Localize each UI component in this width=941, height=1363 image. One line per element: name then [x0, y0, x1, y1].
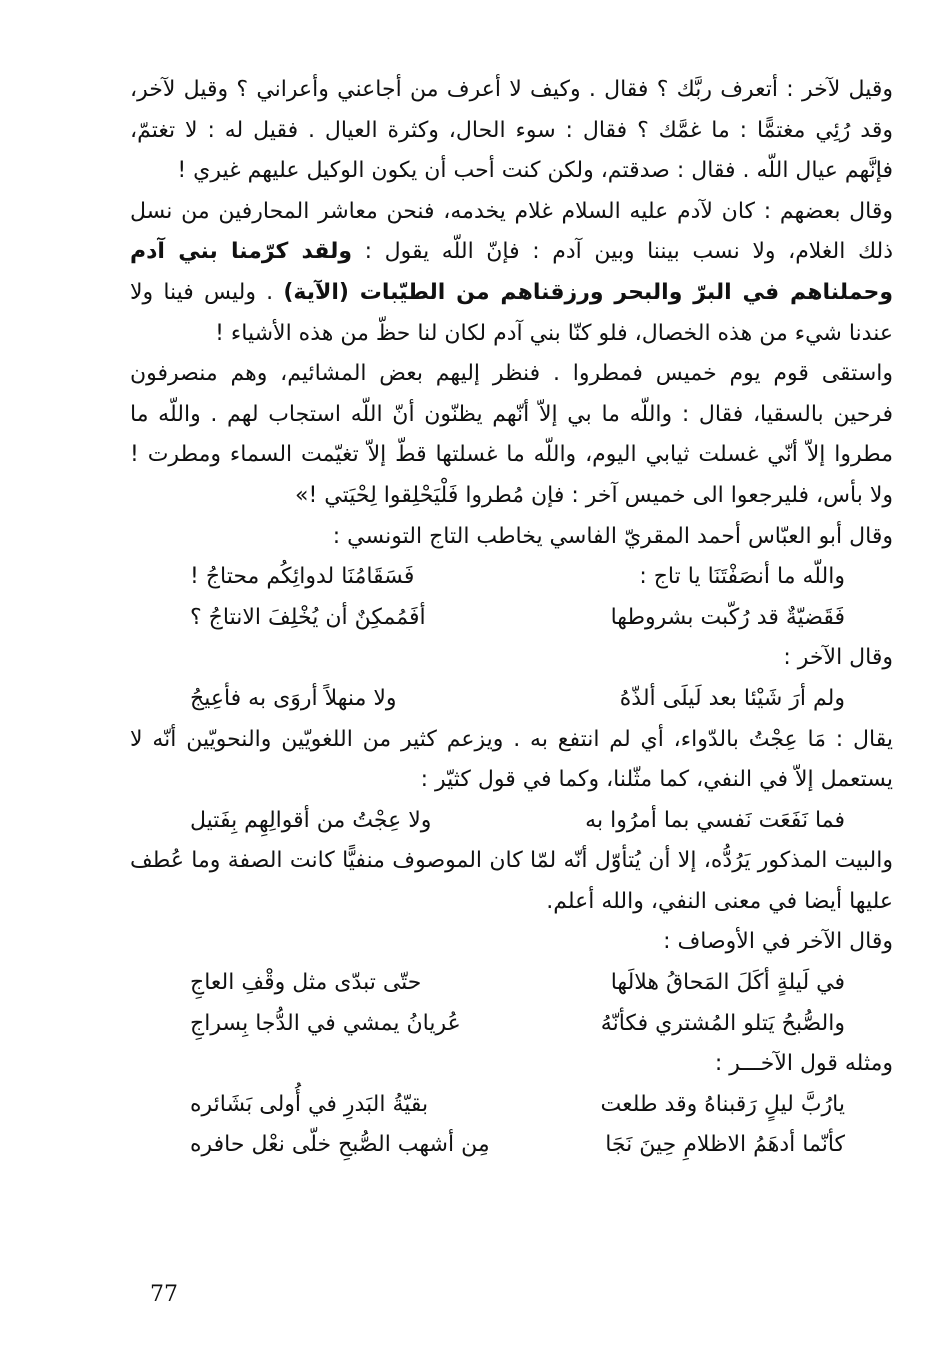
- verse-hemistich-first: كأنّما أدهَمُ الاظلامِ حِينَ نَجَا: [605, 1132, 845, 1158]
- paragraph-adam-servant: [130, 192, 893, 354]
- verse-hemistich-second: فَسَقَامُنَا لدوائِكُم محتاجُ !: [190, 564, 415, 590]
- paragraph-anecdote-god: وقيل لآخر : أتعرف ربَّك ؟ فقال . وكيف لا أعرف من أجاعني وأعراني ؟ وقيل لآخر، وقد رُئِي مغتمًّا : ما غمَّك ؟ فقال : سوء الحال، وكثرة العيال . فقيل له : لا تغتمّ، فإنَّهم عيال اللّه . فقال : صدقتم، ولكن كنت أحب أن يكون الوكيل عليهم غيري !: [130, 77, 893, 184]
- verse-line: [130, 679, 893, 720]
- page-body: [130, 841, 893, 963]
- paragraph-text: وقال بعضهم : كان لآدم عليه السلام غلام يخدمه، فنحن معاشر المحارفين من نسل ذلك الغلام، ولا نسب بيننا وبين آدم : فإنّ اللّه يقول :: [130, 198, 893, 265]
- verse-hemistich-first: فما نَفَعَت نَفسي بما أمرُوا به: [585, 807, 845, 833]
- verse-hemistich-second: ولا عِجْتُ من أقوالِهِم بِفَتيل: [190, 807, 432, 833]
- verse-line: [130, 557, 893, 598]
- verse-hemistich-second: بقيّةُ البَدرِ في أُولى بَشَائره: [190, 1091, 429, 1117]
- page-body: [130, 638, 893, 679]
- verse-hemistich-first: والصُّبحُ يَتلو المُشتري فكأنّهُ: [600, 1010, 845, 1036]
- paragraph-verse-comment: والبيت المذكور يَرُدُّه، إلا أن يُتأوّل أنّه لمّا كان الموصوف منفيًّا كانت الصفة وما عُطف عليها أيضا في معنى النفي، والله أعلم.: [130, 848, 893, 914]
- verse-hemistich-second: حتّى تبدّى مثل وقْفِ العاجِ: [190, 970, 422, 996]
- paragraph-another-said: وقال الآخر :: [783, 645, 893, 671]
- verse-hemistich-first: في لَيلةٍ أكَلَ المَحاقُ هلالَها: [610, 970, 845, 996]
- verse-hemistich-second: ولا منهلاً أروَى به فأعِيجُ: [190, 685, 397, 711]
- paragraph-text: . وليس فينا ولا عندنا شيء من هذه الخصال، فلو كنّا بني آدم لكان لنا حظّ من هذه الأشياء !: [130, 279, 893, 346]
- paragraph-descriptions: وقال الآخر في الأوصاف :: [663, 929, 893, 955]
- verse-line: [130, 801, 893, 842]
- verse-hemistich-first: فَقَضيّةٌ قد رُكّبت بشروطها: [610, 604, 845, 630]
- verse-line: [130, 1085, 893, 1126]
- quran-quote: ولقد كرّمنا بني آدم وحملناهم في البرّ والبحر ورزقناهم من الطيّبات (الآية): [130, 239, 893, 305]
- paragraph-similar: ومثله قول الآخـــر :: [714, 1051, 893, 1077]
- page-number: 77: [150, 1282, 178, 1307]
- verse-line: [130, 1004, 893, 1045]
- verse-hemistich-second: عُريانُ يمشي في الدُّجا بِسراجِ: [190, 1010, 461, 1036]
- paragraph-abu-abbas: وقال أبو العبّاس أحمد المقريّ الفاسي يخاطب التاج التونسي :: [332, 523, 893, 549]
- verse-hemistich-second: مِن أشهب الصُّبحِ خلّى نعْل حافره: [190, 1132, 490, 1158]
- verse-line: [130, 598, 893, 639]
- page-body: [130, 720, 893, 801]
- verse-hemistich-first: ولم أرَ شَيْئا بعد لَيلَى ألذّهُ: [619, 685, 845, 711]
- page-body: [130, 70, 893, 557]
- paragraph-ajtu: يقال : مَا عِجْتُ بالدّواء، أي لم انتفع به . ويزعم كثير من اللغويّين والنحويّين أنّه لا يستعمل إلاّ في النفي، كما مثّلنا، وكما في قول كثيّر :: [130, 726, 893, 793]
- verse-hemistich-first: واللّه ما أنصَفْتَنَا يا تاج :: [639, 564, 845, 590]
- verse-line: [130, 963, 893, 1004]
- paragraph-rain: واستقى قوم يوم خميس فمطروا . فنظر إليهم بعض المشائيم، وهم منصرفون فرحين بالسقيا، فقال : واللّه ما بي إلاّ أنّهم يظنّون أنّ اللّه استجاب لهم . واللّه ما مطروا إلاّ أنّي غسلت ثيابي اليوم، واللّه ما غسلتها قطّ إلاّ تغيّمت السماء ومطرت ! ولا بأس، فليرجعوا الى خميس آخر : فإن مُطروا فَلْيَحْلِقوا لِحْيَتي !»: [130, 361, 893, 508]
- verse-hemistich-second: أفَمُمكِنٌ أن يُخْلِفَ الانتاجُ ؟: [190, 604, 426, 630]
- page-body: [130, 1044, 893, 1085]
- verse-line: [130, 1125, 893, 1166]
- verse-hemistich-first: يارُبَّ ليلٍ رَقبناهُ وقد طلعت: [600, 1091, 845, 1117]
